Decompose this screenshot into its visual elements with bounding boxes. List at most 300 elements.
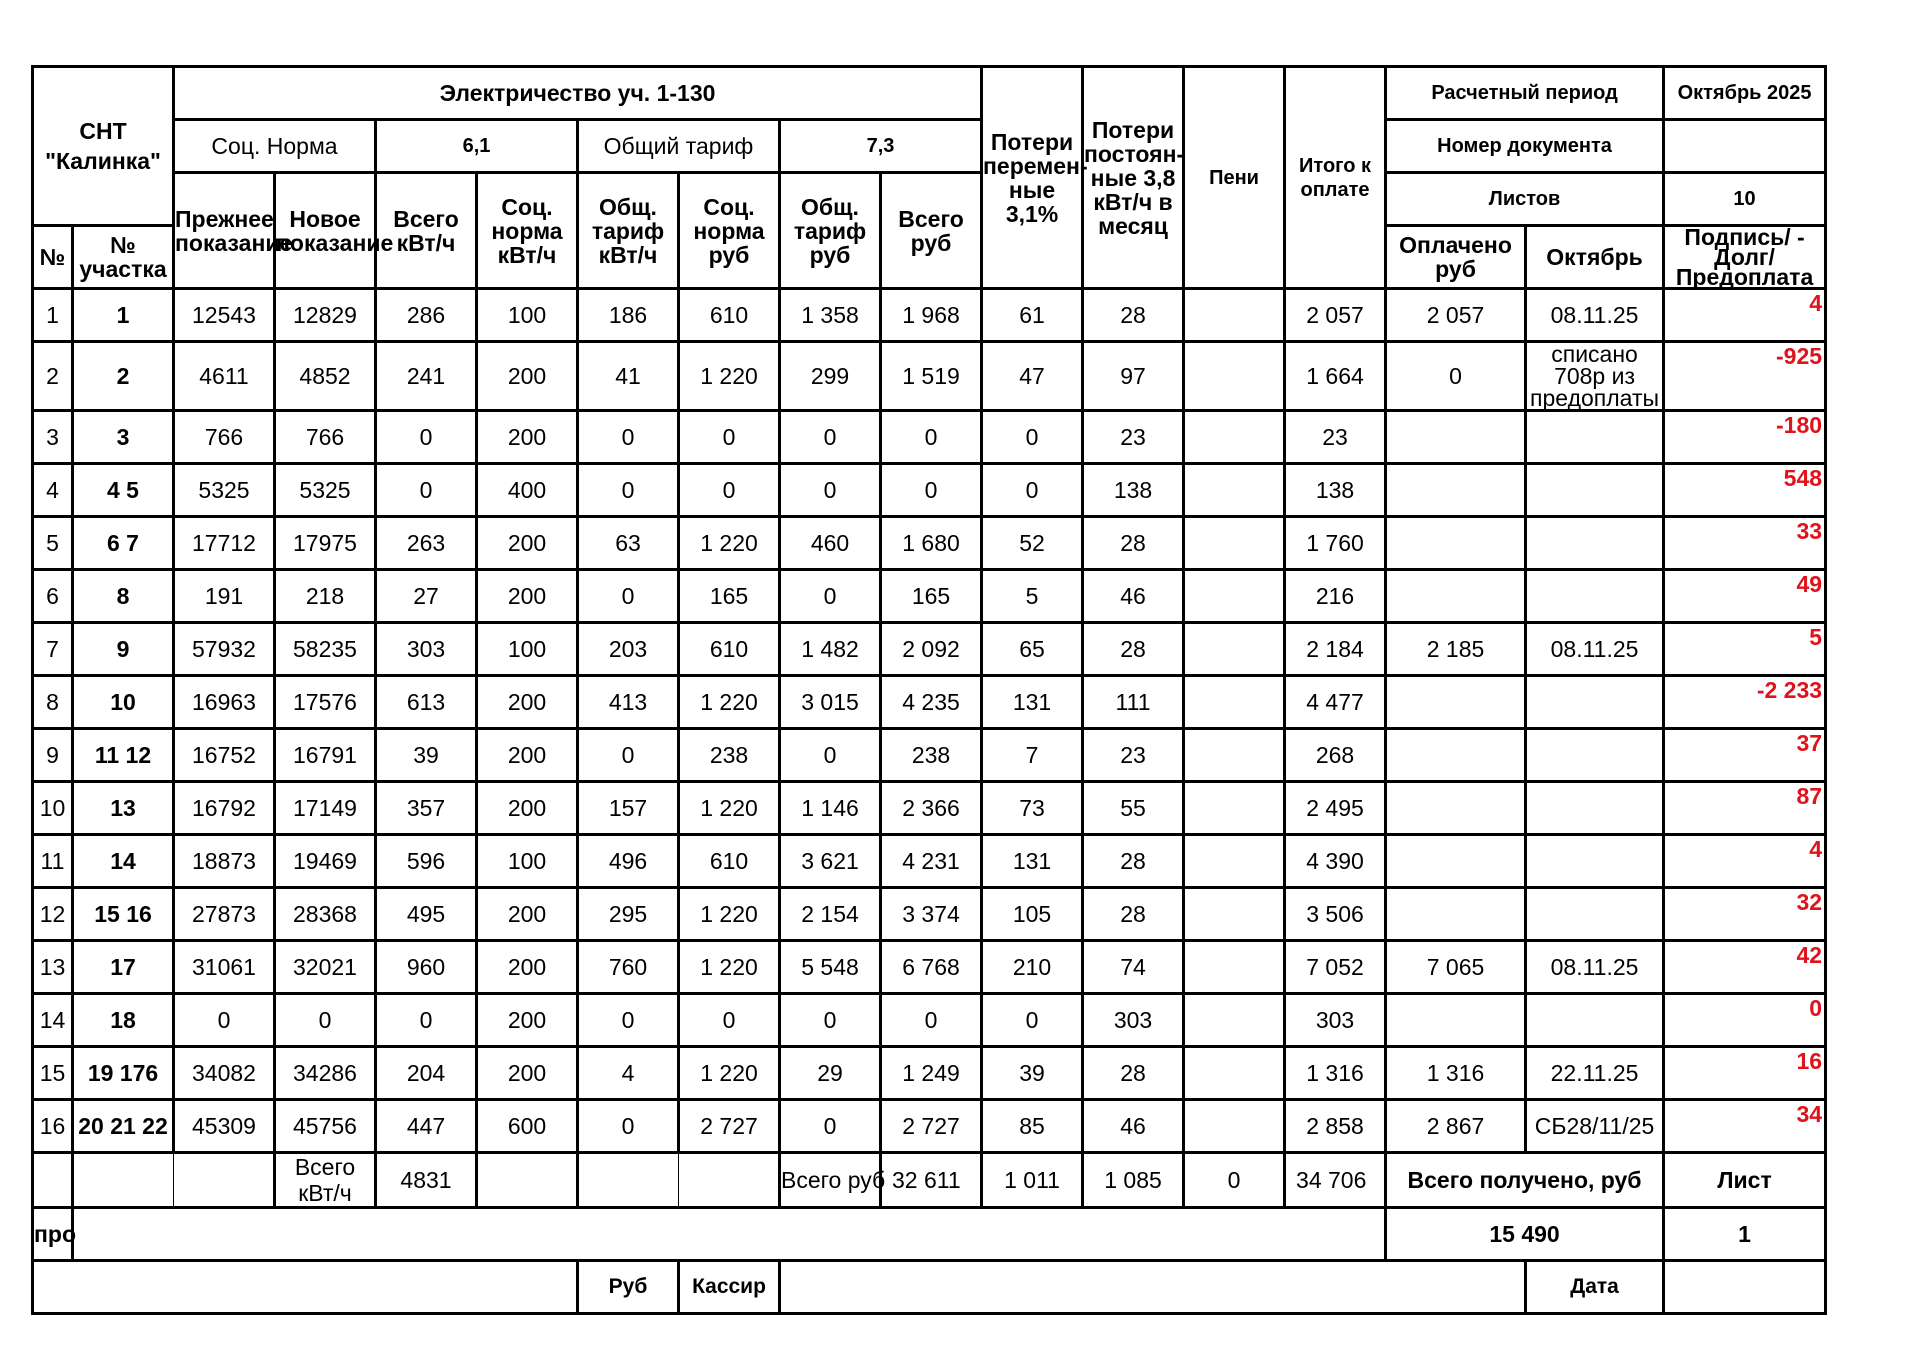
cell-new-reading: 17576 [275, 676, 376, 729]
cell-var-loss: 5 [982, 570, 1083, 623]
cell-soc-norm-rub: 0 [679, 994, 780, 1047]
cell-prev-reading: 17712 [174, 517, 275, 570]
cell-total-kwh: 27 [376, 570, 477, 623]
cell-to-pay: 2 057 [1285, 289, 1386, 342]
totals-var-loss: 1 011 [982, 1153, 1083, 1208]
cell-gen-tariff-kwh: 63 [578, 517, 679, 570]
col-gen-rub: Общ. тариф руб [780, 173, 881, 289]
cell-balance: 548 [1664, 464, 1826, 517]
cell-const-loss: 111 [1083, 676, 1184, 729]
cell-paid-rub: 2 057 [1386, 289, 1526, 342]
col-total-rub: Всего руб [881, 173, 982, 289]
table-row [33, 342, 1826, 411]
col-plot-number: № участка [73, 226, 174, 289]
cell-paid-rub [1386, 676, 1526, 729]
col-prev-reading: Прежнее показание [174, 173, 275, 289]
prog-label: про [33, 1208, 73, 1261]
cell-var-loss: 0 [982, 994, 1083, 1047]
cell-penalty [1184, 289, 1285, 342]
cell-to-pay: 1 316 [1285, 1047, 1386, 1100]
cell-plot-number: 10 [73, 676, 174, 729]
cell-gen-tariff-rub: 2 154 [780, 888, 881, 941]
cell-paid-rub [1386, 464, 1526, 517]
cell-const-loss: 23 [1083, 411, 1184, 464]
cell-plot-number: 1 [73, 289, 174, 342]
cell-total-kwh: 241 [376, 342, 477, 411]
table-row [33, 888, 1826, 941]
cell-plot-number: 11 12 [73, 729, 174, 782]
cell-total-rub: 6 768 [881, 941, 982, 994]
cell-const-loss: 28 [1083, 1047, 1184, 1100]
table-row [33, 570, 1826, 623]
cell-total-rub: 2 366 [881, 782, 982, 835]
cell-to-pay: 3 506 [1285, 888, 1386, 941]
cell-to-pay: 2 184 [1285, 623, 1386, 676]
cell-soc-norm-rub: 610 [679, 623, 780, 676]
cell-balance: 5 [1664, 623, 1826, 676]
total-received-label: Всего получено, руб [1386, 1153, 1664, 1208]
cell-row-number: 6 [33, 570, 73, 623]
cell-soc-norm-kwh: 200 [477, 676, 578, 729]
cell-paid-rub: 2 185 [1386, 623, 1526, 676]
table-row [33, 517, 1826, 570]
cell-total-rub: 2 092 [881, 623, 982, 676]
cell-plot-number: 18 [73, 994, 174, 1047]
cell-prev-reading: 16792 [174, 782, 275, 835]
col-const-loss: Потери постоян-ные 3,8 кВт/ч в месяц [1083, 67, 1184, 289]
totals-empty-1 [33, 1153, 73, 1208]
totals-kwh-label: Всего кВт/ч [275, 1153, 376, 1208]
totals-rub-label: Всего руб [780, 1153, 881, 1208]
cell-const-loss: 74 [1083, 941, 1184, 994]
cell-gen-tariff-rub: 0 [780, 994, 881, 1047]
period-label: Расчетный период [1386, 67, 1664, 120]
table-row [33, 835, 1826, 888]
sheet-label: Лист [1664, 1153, 1826, 1208]
col-total-kwh: Всего кВт/ч [376, 173, 477, 289]
cell-const-loss: 97 [1083, 342, 1184, 411]
footer-date-label: Дата [1526, 1261, 1664, 1314]
sheet-number: 1 [1664, 1208, 1826, 1261]
cell-balance: 42 [1664, 941, 1826, 994]
cell-soc-norm-kwh: 100 [477, 289, 578, 342]
cell-total-kwh: 0 [376, 464, 477, 517]
col-penalty: Пени [1184, 67, 1285, 289]
cell-soc-norm-rub: 2 727 [679, 1100, 780, 1153]
cell-penalty [1184, 517, 1285, 570]
soc-norm-rate: 6,1 [376, 120, 578, 173]
general-tariff-label: Общий тариф [578, 120, 780, 173]
cell-soc-norm-kwh: 400 [477, 464, 578, 517]
totals-empty-4 [477, 1153, 578, 1208]
cell-gen-tariff-kwh: 0 [578, 994, 679, 1047]
general-tariff-rate: 7,3 [780, 120, 982, 173]
cell-gen-tariff-kwh: 760 [578, 941, 679, 994]
cell-payment-date [1526, 411, 1664, 464]
cell-payment-date [1526, 570, 1664, 623]
cell-new-reading: 766 [275, 411, 376, 464]
total-received-value: 15 490 [1386, 1208, 1664, 1261]
cell-penalty [1184, 835, 1285, 888]
cell-balance: -2 233 [1664, 676, 1826, 729]
cell-to-pay: 4 477 [1285, 676, 1386, 729]
cell-total-rub: 3 374 [881, 888, 982, 941]
cell-soc-norm-kwh: 200 [477, 342, 578, 411]
cell-prev-reading: 27873 [174, 888, 275, 941]
cell-const-loss: 46 [1083, 1100, 1184, 1153]
cell-plot-number: 4 5 [73, 464, 174, 517]
cell-paid-rub: 0 [1386, 342, 1526, 411]
cell-total-rub: 4 231 [881, 835, 982, 888]
cell-gen-tariff-rub: 5 548 [780, 941, 881, 994]
cell-paid-rub: 1 316 [1386, 1047, 1526, 1100]
cell-balance: 87 [1664, 782, 1826, 835]
cell-paid-rub [1386, 835, 1526, 888]
cell-total-kwh: 204 [376, 1047, 477, 1100]
cell-prev-reading: 18873 [174, 835, 275, 888]
cell-gen-tariff-kwh: 496 [578, 835, 679, 888]
cell-gen-tariff-kwh: 295 [578, 888, 679, 941]
cell-total-kwh: 447 [376, 1100, 477, 1153]
cell-var-loss: 0 [982, 464, 1083, 517]
cell-plot-number: 20 21 22 [73, 1100, 174, 1153]
cell-prev-reading: 12543 [174, 289, 275, 342]
cell-const-loss: 28 [1083, 517, 1184, 570]
footer-cashier-label: Кассир [679, 1261, 780, 1314]
cell-gen-tariff-kwh: 0 [578, 411, 679, 464]
cell-const-loss: 28 [1083, 835, 1184, 888]
cell-const-loss: 138 [1083, 464, 1184, 517]
organization-name: СНТ "Калинка" [33, 67, 174, 226]
totals-empty-3 [174, 1153, 275, 1208]
cell-soc-norm-kwh: 200 [477, 1047, 578, 1100]
cell-payment-date [1526, 835, 1664, 888]
cell-gen-tariff-kwh: 0 [578, 1100, 679, 1153]
cell-var-loss: 65 [982, 623, 1083, 676]
cell-soc-norm-rub: 238 [679, 729, 780, 782]
cell-penalty [1184, 464, 1285, 517]
cell-new-reading: 17149 [275, 782, 376, 835]
cell-penalty [1184, 888, 1285, 941]
cell-const-loss: 23 [1083, 729, 1184, 782]
cell-gen-tariff-kwh: 157 [578, 782, 679, 835]
cell-row-number: 10 [33, 782, 73, 835]
period-value: Октябрь 2025 [1664, 67, 1826, 120]
cell-gen-tariff-kwh: 41 [578, 342, 679, 411]
cell-soc-norm-rub: 1 220 [679, 342, 780, 411]
cell-row-number: 3 [33, 411, 73, 464]
cell-new-reading: 17975 [275, 517, 376, 570]
cell-balance: -925 [1664, 342, 1826, 411]
cell-paid-rub: 7 065 [1386, 941, 1526, 994]
cell-total-kwh: 495 [376, 888, 477, 941]
cell-soc-norm-rub: 1 220 [679, 676, 780, 729]
cell-gen-tariff-rub: 0 [780, 729, 881, 782]
cell-to-pay: 7 052 [1285, 941, 1386, 994]
cell-plot-number: 8 [73, 570, 174, 623]
table-row [33, 289, 1826, 342]
cell-new-reading: 4852 [275, 342, 376, 411]
cell-total-rub: 1 680 [881, 517, 982, 570]
cell-gen-tariff-rub: 3 015 [780, 676, 881, 729]
cell-prev-reading: 4611 [174, 342, 275, 411]
cell-paid-rub [1386, 570, 1526, 623]
cell-soc-norm-kwh: 200 [477, 570, 578, 623]
cell-plot-number: 14 [73, 835, 174, 888]
cell-plot-number: 6 7 [73, 517, 174, 570]
cell-var-loss: 0 [982, 411, 1083, 464]
cell-soc-norm-rub: 165 [679, 570, 780, 623]
col-to-pay: Итого к оплате [1285, 67, 1386, 289]
cell-soc-norm-rub: 1 220 [679, 941, 780, 994]
table-row [33, 1100, 1826, 1153]
table-row [33, 411, 1826, 464]
cell-soc-norm-rub: 1 220 [679, 1047, 780, 1100]
cell-plot-number: 17 [73, 941, 174, 994]
col-soc-rub: Соц. норма руб [679, 173, 780, 289]
cell-total-kwh: 263 [376, 517, 477, 570]
cell-penalty [1184, 623, 1285, 676]
cell-var-loss: 73 [982, 782, 1083, 835]
cell-total-rub: 165 [881, 570, 982, 623]
cell-payment-date [1526, 464, 1664, 517]
cell-const-loss: 55 [1083, 782, 1184, 835]
col-soc-kwh: Соц. норма кВт/ч [477, 173, 578, 289]
cell-prev-reading: 57932 [174, 623, 275, 676]
soc-norm-label: Соц. Норма [174, 120, 376, 173]
cell-payment-date: 08.11.25 [1526, 941, 1664, 994]
cell-prev-reading: 34082 [174, 1047, 275, 1100]
col-gen-kwh: Общ. тариф кВт/ч [578, 173, 679, 289]
cell-total-rub: 238 [881, 729, 982, 782]
cell-plot-number: 15 16 [73, 888, 174, 941]
cell-soc-norm-rub: 0 [679, 411, 780, 464]
cell-soc-norm-kwh: 100 [477, 835, 578, 888]
cell-gen-tariff-rub: 1 146 [780, 782, 881, 835]
cell-payment-date: 22.11.25 [1526, 1047, 1664, 1100]
cell-payment-date [1526, 676, 1664, 729]
cell-to-pay: 2 858 [1285, 1100, 1386, 1153]
cell-balance: 32 [1664, 888, 1826, 941]
cell-penalty [1184, 782, 1285, 835]
cell-const-loss: 28 [1083, 623, 1184, 676]
cell-to-pay: 303 [1285, 994, 1386, 1047]
cell-row-number: 9 [33, 729, 73, 782]
cell-gen-tariff-rub: 0 [780, 411, 881, 464]
cell-gen-tariff-kwh: 4 [578, 1047, 679, 1100]
table-row [33, 782, 1826, 835]
cell-var-loss: 131 [982, 676, 1083, 729]
cell-new-reading: 45756 [275, 1100, 376, 1153]
cell-to-pay: 2 495 [1285, 782, 1386, 835]
cell-var-loss: 131 [982, 835, 1083, 888]
cell-balance: -180 [1664, 411, 1826, 464]
cell-penalty [1184, 994, 1285, 1047]
cell-balance: 49 [1664, 570, 1826, 623]
cell-soc-norm-kwh: 200 [477, 729, 578, 782]
cell-row-number: 11 [33, 835, 73, 888]
cell-plot-number: 9 [73, 623, 174, 676]
cell-row-number: 5 [33, 517, 73, 570]
cell-prev-reading: 766 [174, 411, 275, 464]
sheets-label: Листов [1386, 173, 1664, 226]
cell-gen-tariff-kwh: 0 [578, 570, 679, 623]
cell-total-rub: 1 968 [881, 289, 982, 342]
cell-var-loss: 61 [982, 289, 1083, 342]
table-row [33, 464, 1826, 517]
cell-var-loss: 85 [982, 1100, 1083, 1153]
table-row [33, 676, 1826, 729]
cell-total-rub: 1 249 [881, 1047, 982, 1100]
cell-row-number: 4 [33, 464, 73, 517]
cell-to-pay: 268 [1285, 729, 1386, 782]
cell-row-number: 2 [33, 342, 73, 411]
cell-var-loss: 7 [982, 729, 1083, 782]
cell-prev-reading: 191 [174, 570, 275, 623]
footer-date-value [1664, 1261, 1826, 1314]
cell-balance: 4 [1664, 835, 1826, 888]
totals-empty-5 [578, 1153, 679, 1208]
cell-const-loss: 303 [1083, 994, 1184, 1047]
cell-row-number: 15 [33, 1047, 73, 1100]
cell-gen-tariff-kwh: 0 [578, 729, 679, 782]
cell-new-reading: 218 [275, 570, 376, 623]
cell-gen-tariff-kwh: 0 [578, 464, 679, 517]
cell-to-pay: 23 [1285, 411, 1386, 464]
cell-to-pay: 138 [1285, 464, 1386, 517]
cell-prev-reading: 5325 [174, 464, 275, 517]
cell-total-kwh: 613 [376, 676, 477, 729]
cell-paid-rub [1386, 411, 1526, 464]
footer-cashier-signature [780, 1261, 1526, 1314]
cell-total-rub: 0 [881, 411, 982, 464]
totals-penalty: 0 [1184, 1153, 1285, 1208]
cell-to-pay: 216 [1285, 570, 1386, 623]
cell-paid-rub [1386, 994, 1526, 1047]
cell-to-pay: 1 664 [1285, 342, 1386, 411]
cell-gen-tariff-kwh: 203 [578, 623, 679, 676]
cell-soc-norm-kwh: 100 [477, 623, 578, 676]
cell-gen-tariff-rub: 0 [780, 1100, 881, 1153]
cell-balance: 0 [1664, 994, 1826, 1047]
cell-soc-norm-kwh: 200 [477, 782, 578, 835]
cell-payment-date [1526, 994, 1664, 1047]
cell-paid-rub [1386, 517, 1526, 570]
prog-empty [73, 1208, 1386, 1261]
cell-row-number: 14 [33, 994, 73, 1047]
cell-total-kwh: 357 [376, 782, 477, 835]
cell-gen-tariff-rub: 0 [780, 570, 881, 623]
cell-soc-norm-kwh: 200 [477, 994, 578, 1047]
col-new-reading: Новое показание [275, 173, 376, 289]
cell-gen-tariff-kwh: 413 [578, 676, 679, 729]
cell-plot-number: 19 176 [73, 1047, 174, 1100]
cell-soc-norm-rub: 1 220 [679, 888, 780, 941]
cell-new-reading: 19469 [275, 835, 376, 888]
cell-gen-tariff-rub: 299 [780, 342, 881, 411]
cell-const-loss: 46 [1083, 570, 1184, 623]
cell-gen-tariff-rub: 29 [780, 1047, 881, 1100]
cell-gen-tariff-rub: 0 [780, 464, 881, 517]
cell-row-number: 1 [33, 289, 73, 342]
cell-row-number: 7 [33, 623, 73, 676]
cell-plot-number: 2 [73, 342, 174, 411]
col-paid: Оплачено руб [1386, 226, 1526, 289]
cell-soc-norm-kwh: 600 [477, 1100, 578, 1153]
totals-kwh: 4831 [376, 1153, 477, 1208]
cell-new-reading: 58235 [275, 623, 376, 676]
cell-new-reading: 5325 [275, 464, 376, 517]
cell-soc-norm-kwh: 200 [477, 888, 578, 941]
footer-empty-left [33, 1261, 578, 1314]
cell-total-kwh: 303 [376, 623, 477, 676]
cell-total-rub: 1 519 [881, 342, 982, 411]
cell-paid-rub [1386, 888, 1526, 941]
table-row [33, 729, 1826, 782]
cell-penalty [1184, 941, 1285, 994]
cell-payment-date [1526, 729, 1664, 782]
cell-total-rub: 4 235 [881, 676, 982, 729]
cell-soc-norm-kwh: 200 [477, 941, 578, 994]
cell-plot-number: 13 [73, 782, 174, 835]
table-row [33, 623, 1826, 676]
cell-prev-reading: 31061 [174, 941, 275, 994]
cell-const-loss: 28 [1083, 289, 1184, 342]
cell-row-number: 8 [33, 676, 73, 729]
cell-new-reading: 16791 [275, 729, 376, 782]
col-month: Октябрь [1526, 226, 1664, 289]
cell-total-kwh: 0 [376, 994, 477, 1047]
cell-soc-norm-rub: 1 220 [679, 782, 780, 835]
cell-gen-tariff-rub: 460 [780, 517, 881, 570]
totals-rub: 32 611 [881, 1153, 982, 1208]
cell-soc-norm-rub: 0 [679, 464, 780, 517]
cell-penalty [1184, 676, 1285, 729]
table-row [33, 994, 1826, 1047]
cell-payment-date [1526, 517, 1664, 570]
cell-total-kwh: 286 [376, 289, 477, 342]
cell-prev-reading: 16752 [174, 729, 275, 782]
cell-soc-norm-rub: 610 [679, 289, 780, 342]
cell-total-kwh: 596 [376, 835, 477, 888]
cell-gen-tariff-rub: 3 621 [780, 835, 881, 888]
cell-new-reading: 0 [275, 994, 376, 1047]
totals-empty-6 [679, 1153, 780, 1208]
cell-prev-reading: 45309 [174, 1100, 275, 1153]
cell-total-kwh: 39 [376, 729, 477, 782]
cell-penalty [1184, 1100, 1285, 1153]
cell-balance: 4 [1664, 289, 1826, 342]
cell-penalty [1184, 411, 1285, 464]
cell-gen-tariff-rub: 1 482 [780, 623, 881, 676]
cell-penalty [1184, 342, 1285, 411]
cell-soc-norm-rub: 1 220 [679, 517, 780, 570]
cell-total-kwh: 0 [376, 411, 477, 464]
cell-row-number: 13 [33, 941, 73, 994]
cell-total-rub: 2 727 [881, 1100, 982, 1153]
cell-var-loss: 210 [982, 941, 1083, 994]
cell-balance: 34 [1664, 1100, 1826, 1153]
sheets-value: 10 [1664, 173, 1826, 226]
cell-payment-date: списано 708р из предоплаты [1526, 342, 1664, 411]
cell-paid-rub [1386, 782, 1526, 835]
col-var-loss: Потери перемен-ные 3,1% [982, 67, 1083, 289]
electricity-billing-sheet [31, 65, 1827, 1315]
cell-total-rub: 0 [881, 994, 982, 1047]
cell-var-loss: 105 [982, 888, 1083, 941]
cell-prev-reading: 0 [174, 994, 275, 1047]
cell-payment-date [1526, 782, 1664, 835]
